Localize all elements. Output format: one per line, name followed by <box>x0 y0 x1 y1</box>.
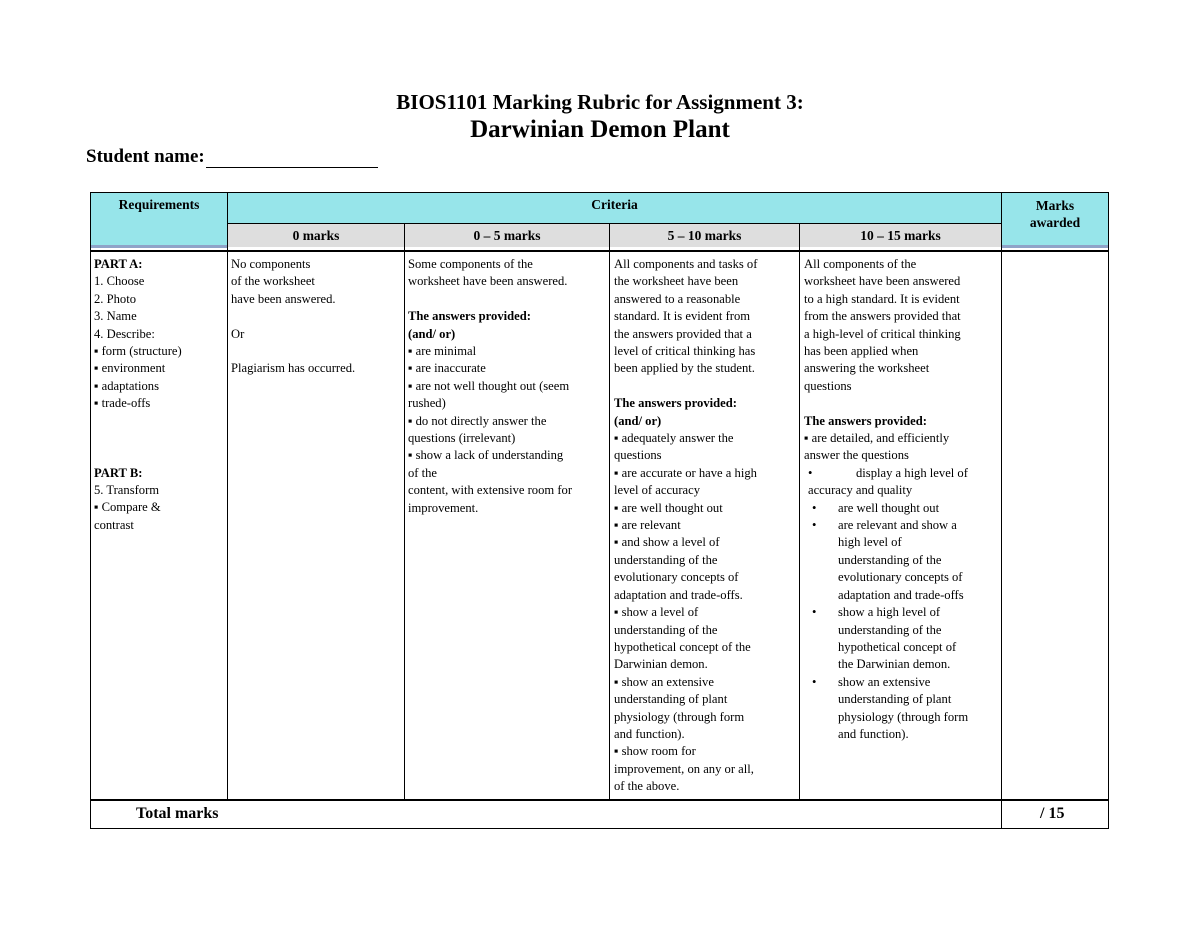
criteria-line: been applied by the student. <box>614 361 755 376</box>
table-left-border <box>90 192 91 829</box>
requirement-item: 5. Transform <box>94 483 160 498</box>
criteria-line: hypothetical concept of <box>838 639 957 654</box>
total-marks-label: Total marks <box>136 805 219 822</box>
criteria-line: ▪ show an extensive <box>614 674 714 689</box>
criteria-line: answer the questions <box>804 448 909 463</box>
criteria-line: show a high level of <box>838 605 941 620</box>
criteria-line: ▪ are inaccurate <box>408 361 486 376</box>
criteria-line: ▪ show a lack of understanding <box>408 448 564 463</box>
criteria-line: Plagiarism has occurred. <box>231 361 356 376</box>
criteria-line: understanding of the <box>614 622 718 637</box>
col-divider-1 <box>227 192 228 800</box>
header-0-5-marks: 0 – 5 marks <box>473 228 541 243</box>
criteria-line: have been answered. <box>231 291 336 306</box>
criteria-line: rushed) <box>408 396 446 411</box>
criteria-line: show an extensive <box>838 674 931 689</box>
student-name-field[interactable] <box>86 146 378 168</box>
criteria-line: evolutionary concepts of <box>614 570 739 585</box>
col-divider-5 <box>1001 192 1002 829</box>
criteria-bullet-line <box>804 500 968 517</box>
criteria-line: physiology (through form <box>838 709 969 724</box>
criteria-line: questions (irrelevant) <box>408 431 516 446</box>
criteria-10-15-marks-cell <box>804 256 968 743</box>
header-10-15-marks: 10 – 15 marks <box>860 228 941 243</box>
document-subtitle: Darwinian Demon Plant <box>470 116 730 143</box>
criteria-line: No components <box>231 257 311 271</box>
criteria-subheading: The answers provided: <box>614 396 737 411</box>
criteria-0-marks-cell <box>231 256 355 378</box>
requirements-cell <box>94 256 182 534</box>
criteria-line: ▪ are not well thought out (seem <box>408 378 570 393</box>
criteria-line: and function). <box>614 726 685 741</box>
criteria-line: ▪ are relevant <box>614 518 681 533</box>
document-title: BIOS1101 Marking Rubric for Assignment 3: <box>396 90 804 114</box>
requirement-item: 3. Name <box>94 309 137 324</box>
table-top-border <box>90 192 1109 193</box>
student-name-label: Student name: <box>86 146 205 167</box>
header-bottom-border <box>90 250 1109 252</box>
criteria-line: standard. It is evident from <box>614 309 751 324</box>
criteria-line: display a high level of <box>856 465 968 480</box>
criteria-line: level of critical thinking has <box>614 344 756 359</box>
student-name-blank[interactable] <box>206 150 378 168</box>
criteria-line: questions <box>804 378 852 393</box>
criteria-bullet-line <box>804 604 968 621</box>
criteria-line: answering the worksheet <box>804 361 930 376</box>
bullet-icon: • <box>812 518 817 533</box>
criteria-line: ▪ do not directly answer the <box>408 413 547 428</box>
criteria-subheading: (and/ or) <box>408 326 456 341</box>
header-accent-right <box>1001 245 1108 248</box>
criteria-line: ▪ are minimal <box>408 344 477 359</box>
criteria-subheading: The answers provided: <box>804 413 927 428</box>
bullet-icon: • <box>812 500 817 515</box>
requirement-subitem: ▪ form (structure) <box>94 344 182 359</box>
requirement-item: 4. Describe: <box>94 326 155 341</box>
criteria-line: understanding of the <box>614 552 718 567</box>
table-right-border <box>1108 192 1109 829</box>
header-marks-line1: Marks <box>1035 198 1075 213</box>
part-a-heading: PART A: <box>94 257 143 271</box>
criteria-bullet-line <box>804 465 968 482</box>
col-divider-2 <box>404 223 405 800</box>
criteria-line: Some components of the <box>408 257 533 271</box>
criteria-line: to a high standard. It is evident <box>804 291 960 306</box>
criteria-5-10-marks-cell <box>614 256 757 796</box>
bullet-icon: • <box>812 605 817 620</box>
requirement-subitem: ▪ environment <box>94 361 166 376</box>
col-divider-4 <box>799 223 800 800</box>
criteria-line: the answers provided that a <box>614 326 752 341</box>
criteria-line: adaptation and trade-offs <box>838 587 964 602</box>
criteria-subheading: The answers provided: <box>408 309 531 324</box>
criteria-line: ▪ and show a level of <box>614 535 720 550</box>
criteria-line: the worksheet have been <box>614 274 739 289</box>
criteria-line: ▪ adequately answer the <box>614 431 734 446</box>
criteria-line: understanding of the <box>838 552 942 567</box>
header-accent-left <box>91 245 228 248</box>
col-divider-3 <box>609 223 610 800</box>
criteria-line: questions <box>614 448 662 463</box>
criteria-line: of the worksheet <box>231 274 315 289</box>
criteria-line: are well thought out <box>838 500 940 515</box>
criteria-line: level of accuracy <box>614 483 700 498</box>
criteria-line: of the above. <box>614 779 680 794</box>
criteria-subheading: (and/ or) <box>614 413 662 428</box>
criteria-line: worksheet have been answered <box>804 274 961 289</box>
header-5-10-marks: 5 – 10 marks <box>667 228 742 243</box>
requirement-subitem: ▪ trade-offs <box>94 396 151 411</box>
criteria-line: worksheet have been answered. <box>408 274 568 289</box>
criteria-line: understanding of plant <box>614 692 728 707</box>
criteria-line: understanding of plant <box>838 692 952 707</box>
criteria-line: Darwinian demon. <box>614 657 708 672</box>
criteria-line: has been applied when <box>804 344 919 359</box>
requirement-item: 2. Photo <box>94 291 136 306</box>
criteria-line: high level of <box>838 535 902 550</box>
criteria-line: All components and tasks of <box>614 257 758 271</box>
criteria-line: ▪ are well thought out <box>614 500 723 515</box>
header-criteria: Criteria <box>591 197 638 212</box>
criteria-line: ▪ are accurate or have a high <box>614 465 757 480</box>
criteria-line: evolutionary concepts of <box>838 570 963 585</box>
header-marks-awarded <box>1002 197 1108 231</box>
table-bottom-border <box>90 828 1109 829</box>
criteria-divider <box>228 223 1001 224</box>
requirement-subitem: ▪ Compare & <box>94 500 161 515</box>
criteria-bullet-line <box>804 674 968 691</box>
requirement-subitem: ▪ adaptations <box>94 378 159 393</box>
criteria-line: ▪ are detailed, and efficiently <box>804 431 950 446</box>
criteria-line: accuracy and quality <box>808 483 913 498</box>
criteria-line: hypothetical concept of the <box>614 639 751 654</box>
criteria-line: answered to a reasonable <box>614 291 741 306</box>
criteria-line: physiology (through form <box>614 709 745 724</box>
criteria-0-5-marks-cell <box>408 256 572 517</box>
body-bottom-border <box>90 799 1109 801</box>
criteria-line: a high-level of critical thinking <box>804 326 961 341</box>
bullet-icon: • <box>812 674 817 689</box>
criteria-line: adaptation and trade-offs. <box>614 587 743 602</box>
criteria-line: improvement, on any or all, <box>614 761 754 776</box>
header-0-marks: 0 marks <box>292 228 340 243</box>
bullet-icon: • <box>808 465 813 480</box>
criteria-line: understanding of the <box>838 622 942 637</box>
criteria-line: improvement. <box>408 500 479 515</box>
criteria-line: Or <box>231 326 245 341</box>
criteria-line: of the <box>408 465 438 480</box>
criteria-line: from the answers provided that <box>804 309 961 324</box>
criteria-line: All components of the <box>804 257 917 271</box>
requirement-item: 1. Choose <box>94 274 145 289</box>
criteria-line: and function). <box>838 726 909 741</box>
criteria-line: ▪ show a level of <box>614 605 699 620</box>
header-requirements: Requirements <box>118 197 200 212</box>
total-marks-value: / 15 <box>1040 805 1065 822</box>
criteria-bullet-line <box>804 517 968 534</box>
part-b-heading: PART B: <box>94 465 143 480</box>
criteria-line: are relevant and show a <box>838 518 957 533</box>
criteria-line: content, with extensive room for <box>408 483 573 498</box>
requirement-subitem: contrast <box>94 517 134 532</box>
criteria-line: ▪ show room for <box>614 744 696 759</box>
criteria-line: the Darwinian demon. <box>838 657 951 672</box>
header-marks-line2: awarded <box>1029 215 1081 230</box>
